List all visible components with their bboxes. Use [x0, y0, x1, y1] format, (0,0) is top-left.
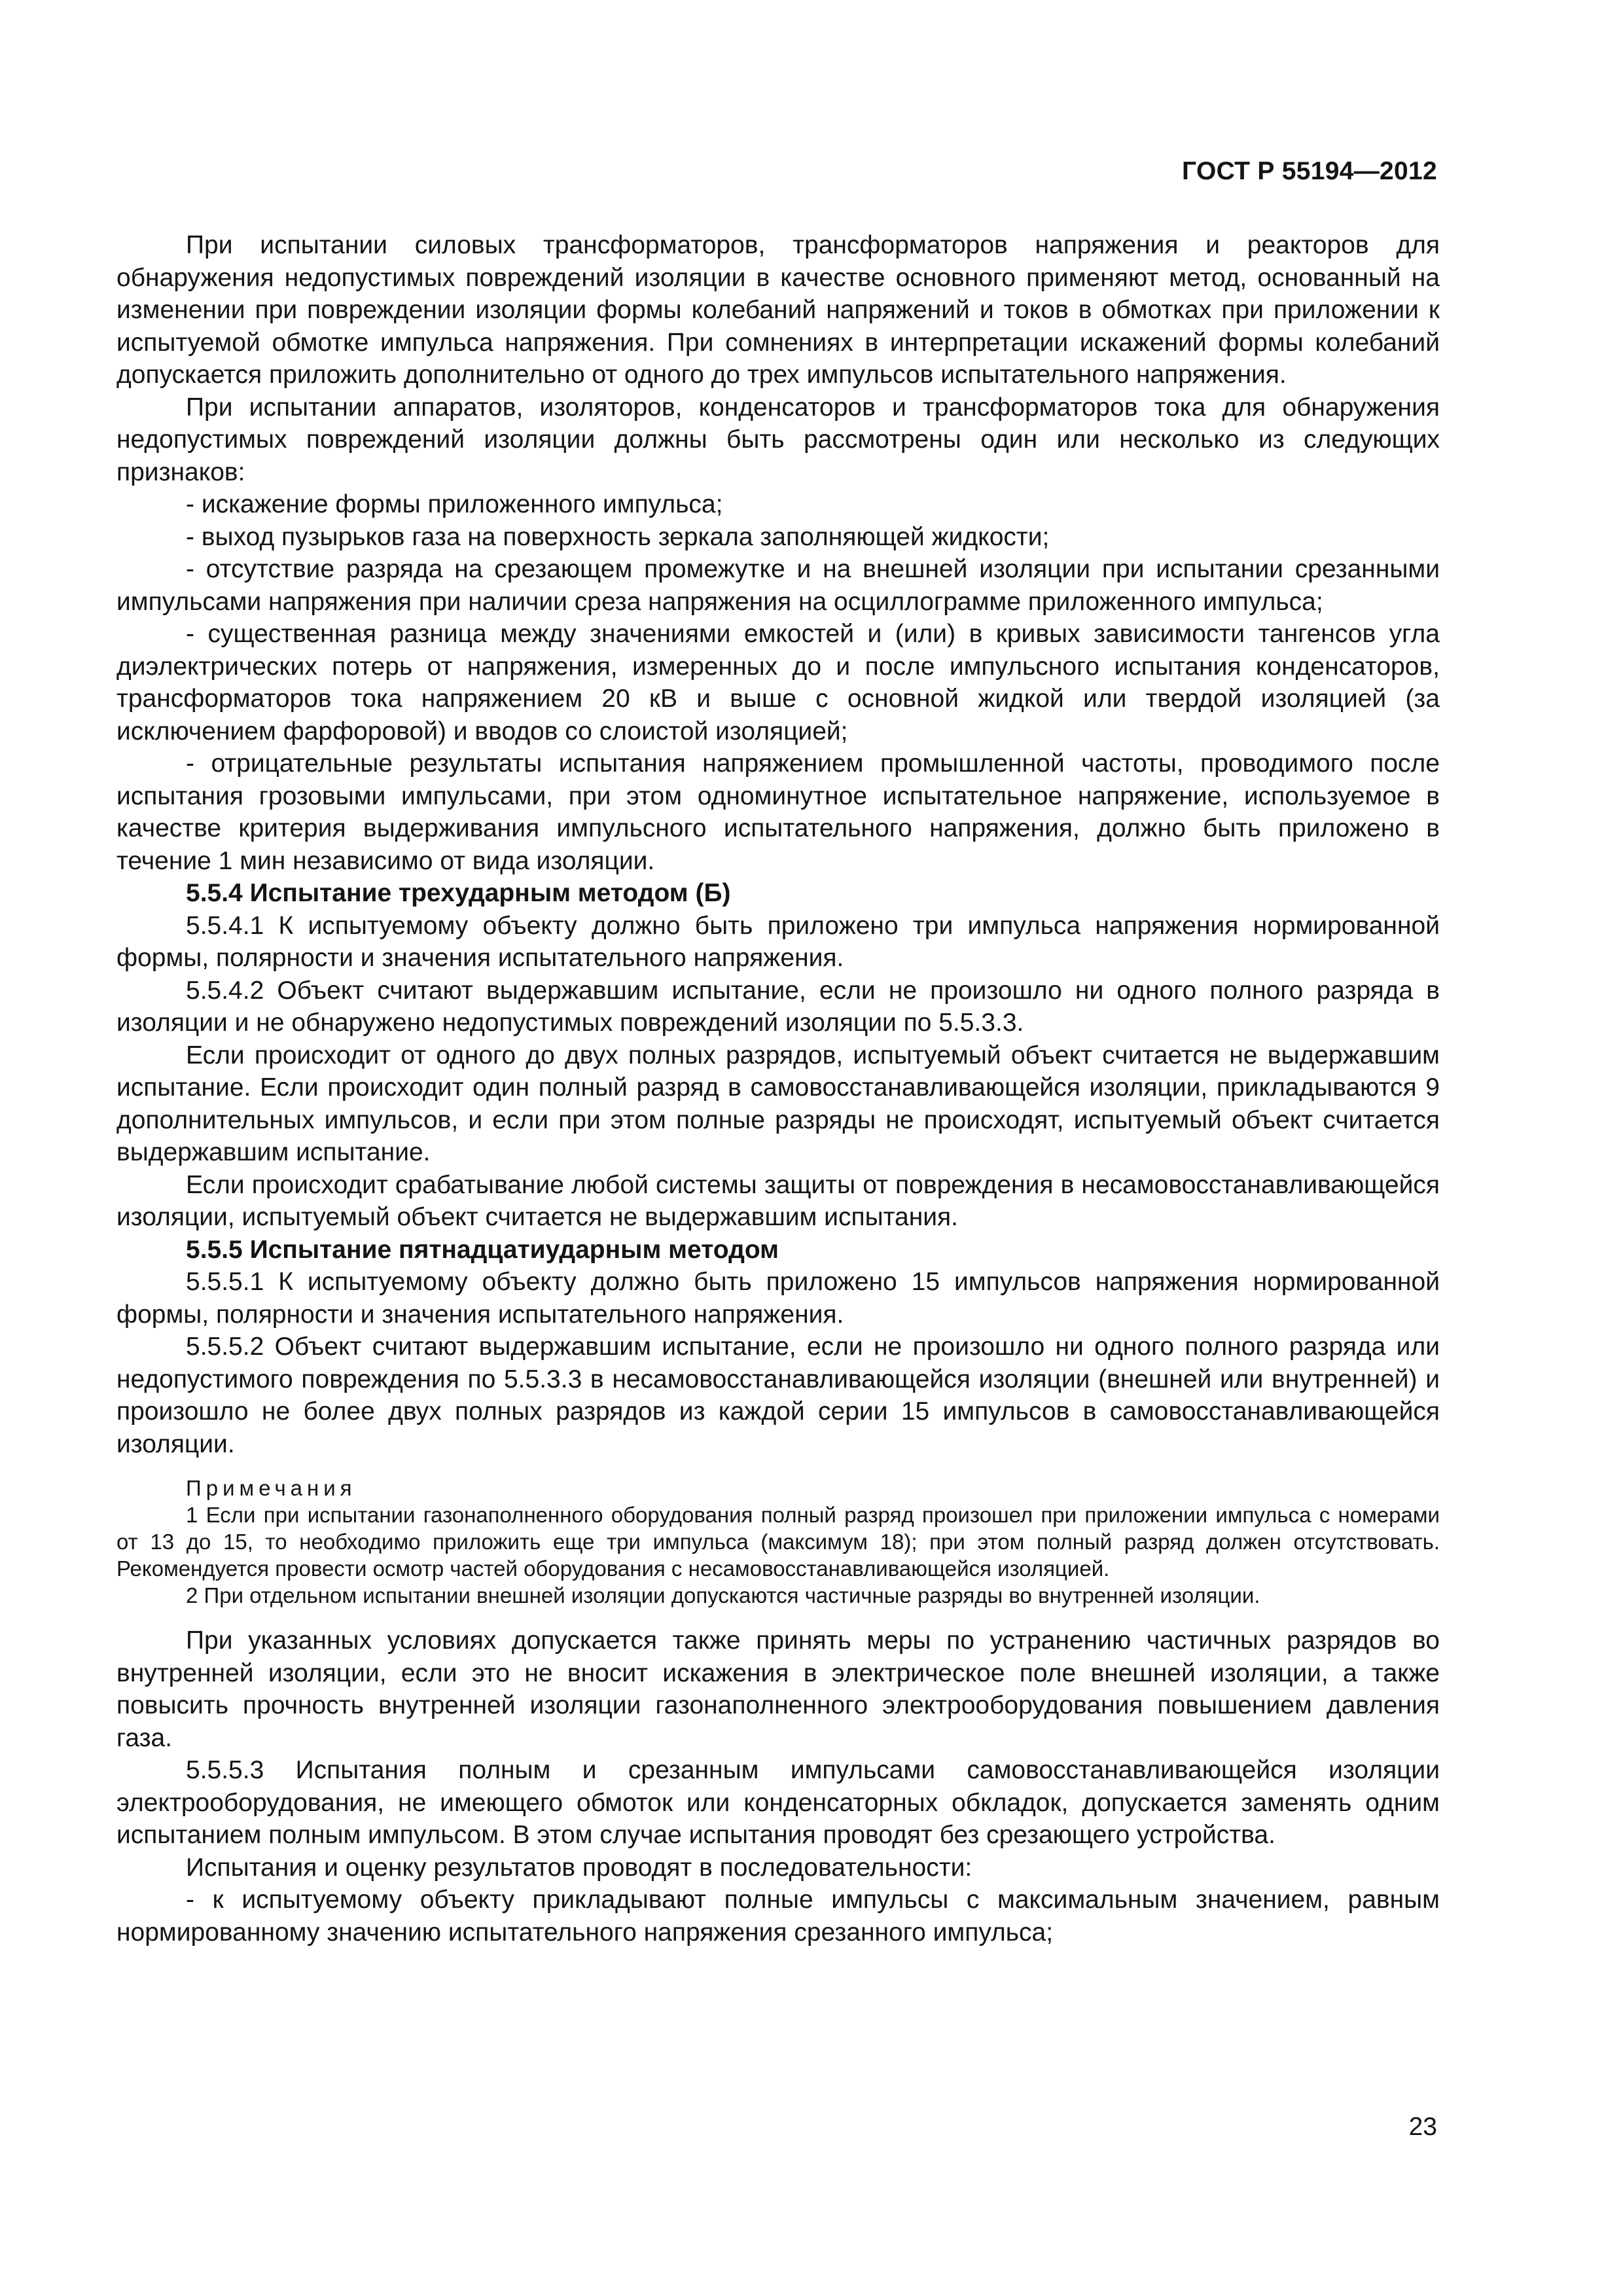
paragraph: 5.5.4.2 Объект считают выдержавшим испытание, если не произошло ни одного полного разряда в изоляции и не обнаружено недопустимых повреждений изоляции по 5.5.3.3.	[116, 976, 1440, 1037]
paragraph: 5.5.4.1 К испытуемому объекту должно быть приложено три импульса напряжения нормированной формы, полярности и значения испытательного напряжения.	[116, 911, 1440, 972]
paragraph: Если происходит от одного до двух полных разрядов, испытуемый объект считается не выдержавшим испытание. Если происходит один полный разряд в самовосстанавливающейся изоляции, прикладываются 9 дополнительных импульсов, и если при этом полные разряды не происходят, испытуемый объект считается выдержавшим испытание.	[116, 1041, 1440, 1166]
list-item: - искажение формы приложенного импульса;	[186, 490, 723, 518]
paragraph: При испытании силовых трансформаторов, трансформаторов напряжения и реакторов для обнаружения недопустимых повреждений изоляции в качестве основного применяют метод, основанный на изменении при повреждении изоляции формы колебаний напряжений и токов в обмотках при приложении к испытуемой обмотке импульса напряжения. При сомнениях в интерпретации искажений формы колебаний допускается приложить дополнительно от одного до трех импульсов испытательного напряжения.	[116, 231, 1440, 389]
paragraph: При испытании аппаратов, изоляторов, конденсаторов и трансформаторов тока для обнаружения недопустимых повреждений изоляции должны быть рассмотрены один или несколько из следующих признаков:	[116, 393, 1440, 486]
section-heading: 5.5.4 Испытание трехударным методом (Б)	[186, 879, 731, 907]
section-heading: 5.5.5 Испытание пятнадцатиударным методом	[186, 1235, 779, 1264]
paragraph: 5.5.5.2 Объект считают выдержавшим испытание, если не произошло ни одного полного разряда или недопустимого повреждения по 5.5.3.3 в несамовосстанавливающейся изоляции (внешней или внутренней) и произошло не более двух полных разрядов из каждой серии 15 импульсов в самовосстанавливающейся изоляции.	[116, 1333, 1440, 1458]
note-item: 1 Если при испытании газонаполненного оборудования полный разряд произошел при приложении импульса с номерами от 13 до 15, то необходимо приложить еще три импульса (максимум 18); при этом полный разряд должен отсутствовать. Рекомендуется провести осмотр частей оборудования с несамовосстанавливающейся изоляцией.	[116, 1503, 1440, 1581]
paragraph: Если происходит срабатывание любой системы защиты от повреждения в несамовосстанавливающейся изоляции, испытуемый объект считается не выдержавшим испытания.	[116, 1170, 1440, 1231]
paragraph: 5.5.5.1 К испытуемому объекту должно быть приложено 15 импульсов напряжения нормированной формы, полярности и значения испытательного напряжения.	[116, 1268, 1440, 1329]
list-item: - отсутствие разряда на срезающем промежутке и на внешней изоляции при испытании срезанными импульсами напряжения при наличии среза напряжения на осциллограмме приложенного импульса;	[116, 555, 1440, 616]
notes-title: Примечания	[186, 1476, 357, 1500]
list-item: - отрицательные результаты испытания напряжением промышленной частоты, проводимого после испытания грозовыми импульсами, при этом одноминутное испытательное напряжение, используемое в качестве критерия выдерживания импульсного испытательного напряжения, должно быть приложено в течение 1 мин независимо от вида изоляции.	[116, 749, 1440, 875]
document-code: ГОСТ Р 55194—2012	[1182, 157, 1437, 185]
list-item: - к испытуемому объекту прикладывают полные импульсы с максимальным значением, равным нормированному значению испытательного напряжения срезанного импульса;	[116, 1886, 1440, 1946]
paragraph: Испытания и оценку результатов проводят в последовательности:	[186, 1853, 972, 1882]
page-number: 23	[1408, 2113, 1437, 2141]
notes-block	[116, 1475, 1440, 1609]
paragraph: 5.5.5.3 Испытания полным и срезанным импульсами самовосстанавливающейся изоляции электрооборудования, не имеющего обмоток или конденсаторных обкладок, допускается заменять одним испытанием полным импульсом. В этом случае испытания проводят без срезающего устройства.	[116, 1756, 1440, 1849]
list-item: - существенная разница между значениями емкостей и (или) в кривых зависимости тангенсов угла диэлектрических потерь от напряжения, измеренных до и после импульсного испытания конденсаторов, трансформаторов тока напряжением 20 кВ и выше с основной жидкой или твердой изоляцией (за исключением фарфоровой) и вводов со слоистой изоляцией;	[116, 620, 1440, 745]
paragraph: При указанных условиях допускается также принять меры по устранению частичных разрядов во внутренней изоляции, если это не вносит искажения в электрическое поле внешней изоляции, а также повысить прочность внутренней изоляции газонаполненного электрооборудования повышением давления газа.	[116, 1626, 1440, 1752]
page-body	[116, 229, 1440, 1948]
list-item: - выход пузырьков газа на поверхность зеркала заполняющей жидкости;	[186, 522, 1050, 551]
note-item: 2 При отдельном испытании внешней изоляции допускаются частичные разряды во внутренней изоляции.	[186, 1583, 1260, 1607]
